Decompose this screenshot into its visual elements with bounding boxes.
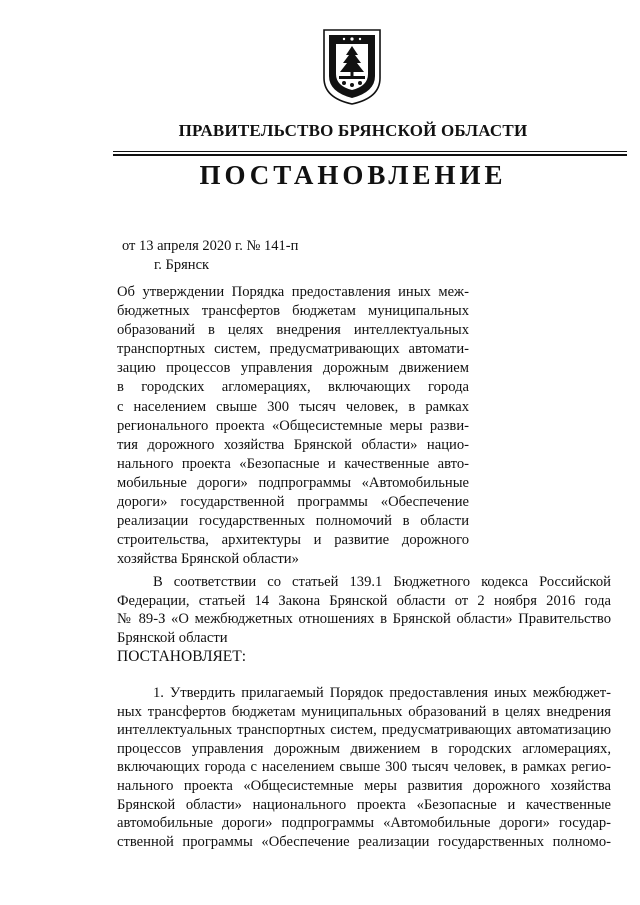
document-type-heading: ПОСТАНОВЛЕНИЕ (199, 160, 507, 190)
preamble-line: В соответствии со статьей 139.1 Бюджетного кодекса Российской (153, 574, 611, 590)
subject-line: бюджетных трансфертов бюджетам муниципальных (117, 303, 469, 320)
item-line: интеллектуальных транспортных систем, предусматривающих автоматизацию (117, 722, 611, 739)
subject-line: транспортных систем, предусматривающих автомати- (117, 341, 469, 358)
subject-line: регионального проекта «Общесистемные меры разви- (117, 417, 469, 434)
item-line: ственной программы «Обеспечение реализации государственных полномо- (117, 833, 611, 850)
subject-line: образований в целях внедрения интеллектуальных (117, 322, 469, 339)
preamble-line: № 89-З «О межбюджетных отношениях в Брянской области» Правительство (117, 611, 611, 628)
header-rule-thin (113, 151, 627, 152)
subject-line: с населением свыше 300 тысяч человек, в рамках (117, 398, 469, 415)
preamble-line: Федерации, статьей 14 Закона Брянской области от 2 ноября 2016 года (117, 592, 611, 609)
item-line: включающих города с населением свыше 300 тысяч человек, в рамках регио- (117, 759, 611, 776)
item-line: процессов управления дорожным движением в городских агломерациях, (117, 740, 611, 757)
organization-title: ПРАВИТЕЛЬСТВО БРЯНСКОЙ ОБЛАСТИ (178, 121, 528, 140)
item-line: 1. Утвердить прилагаемый Порядок предоставления иных межбюджет- (153, 685, 611, 701)
resolution-item-1 (117, 684, 611, 851)
subject-line: реализации государственных полномочий в области (117, 513, 469, 530)
subject-line: Об утверждении Порядка предоставления иных меж- (117, 284, 469, 300)
document-city: г. Брянск (154, 257, 210, 273)
subject-line: мобильные дороги» подпрограммы «Автомобильные (117, 474, 469, 491)
item-line: Брянской области» национального проекта «Безопасные и качественные (117, 796, 611, 813)
subject-line: нального проекта «Безопасные и качественные авто- (117, 455, 469, 472)
subject-line: дороги» государственной программы «Обеспечение (117, 494, 469, 511)
subject-line: зацию процессов управления дорожным движением (117, 360, 469, 377)
document-date-number: от 13 апреля 2020 г. № 141-п (122, 238, 299, 254)
subject-line: в городских агломерациях, включающих города (117, 379, 469, 396)
subject-line: тия дорожного хозяйства Брянской области» нацио- (117, 436, 469, 453)
preamble-line: Брянской области (117, 629, 228, 646)
subject-line: хозяйства Брянской области» (117, 551, 299, 568)
resolve-word: ПОСТАНОВЛЯЕТ: (117, 648, 247, 665)
bryansk-coat-of-arms-icon (322, 28, 382, 106)
preamble-paragraph (117, 573, 611, 647)
document-subject (117, 283, 469, 569)
item-line: нального проекта «Общесистемные меры развития дорожного хозяйства (117, 777, 611, 794)
header-rule-thick (113, 154, 627, 156)
subject-line: строительства, архитектуры и развитие дорожного (117, 532, 469, 549)
item-line: автомобильные дороги» подпрограммы «Автомобильные дороги» государ- (117, 815, 611, 832)
item-line: ных трансфертов бюджетам муниципальных образований в целях внедрения (117, 703, 611, 720)
